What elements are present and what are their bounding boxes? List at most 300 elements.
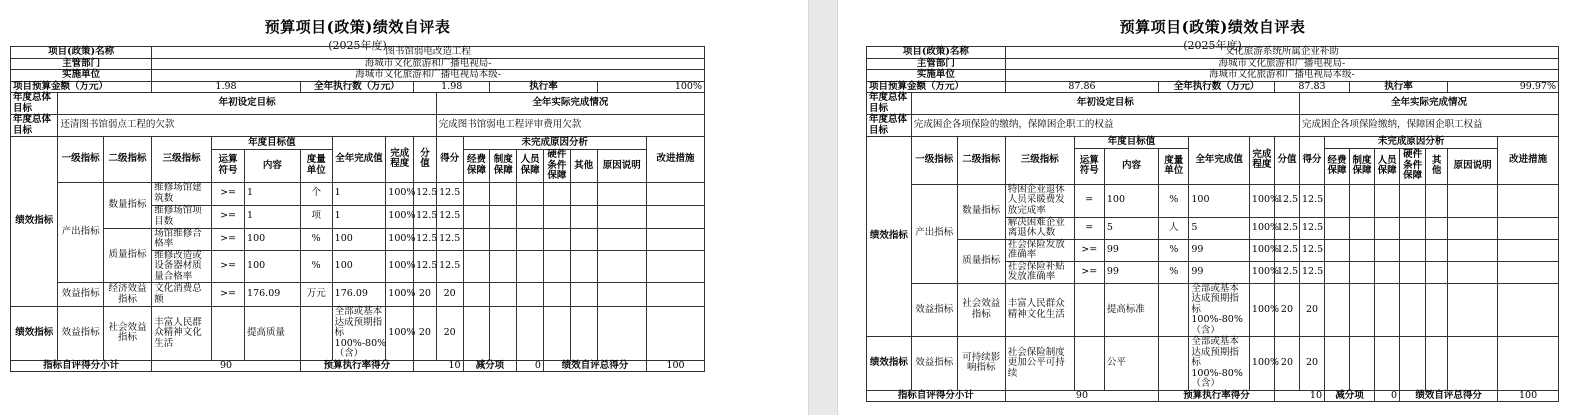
- label-annual-goal: 年度总体目标: [867, 115, 912, 137]
- value-deduct: 0: [1375, 390, 1400, 402]
- header-fund: 经费保障: [1325, 148, 1350, 184]
- empty-cell: [1350, 217, 1375, 239]
- lvl3-cell: 数量指标: [957, 184, 1005, 239]
- table-row: [867, 47, 1559, 59]
- empty-cell: [647, 228, 705, 250]
- empty-cell: [597, 307, 646, 361]
- got-cell: 12.5: [1299, 184, 1324, 217]
- empty-cell: [597, 182, 646, 205]
- empty-cell: [1498, 261, 1559, 283]
- empty-cell: [1325, 239, 1350, 261]
- empty-cell: [570, 283, 597, 307]
- header-year-done: 全年完成值: [332, 137, 386, 183]
- label-unit: 实施单位: [11, 70, 152, 82]
- lvl3-cell: 社会效益指标: [103, 307, 151, 361]
- empty-cell: [1350, 239, 1375, 261]
- table-row: [11, 47, 705, 59]
- header-op: 运算符号: [212, 150, 245, 183]
- label-perf-indicator: 绩效指标: [867, 137, 912, 337]
- value-total: 100: [647, 360, 705, 372]
- header-improve: 改进措施: [647, 137, 705, 183]
- empty-cell: [1426, 217, 1448, 239]
- score-cell: 12.5: [1274, 184, 1299, 217]
- header-explain: 原因说明: [1448, 148, 1498, 184]
- empty-cell: [1375, 239, 1400, 261]
- score-cell: 12.5: [1274, 261, 1299, 283]
- unit-cell: %: [1159, 184, 1189, 217]
- lvl3-cell: 数量指标: [103, 182, 151, 228]
- empty-cell: [490, 228, 517, 250]
- value-project-name: 图书馆弱电改造工程: [152, 47, 705, 59]
- empty-cell: [1375, 217, 1400, 239]
- table-row: [11, 228, 705, 250]
- lvl2-cell: 效益指标: [911, 283, 957, 337]
- label-perf-indicator: 绩效指标: [867, 337, 912, 391]
- value-executed: 1.98: [414, 81, 490, 93]
- header-fund: 经费保障: [463, 150, 490, 183]
- done-cell: 全部或基本达成预期指标100%-80%（含）: [332, 307, 386, 361]
- table-row: [867, 93, 1559, 115]
- label-project-name: 项目(政策)名称: [11, 47, 152, 59]
- empty-cell: [543, 283, 570, 307]
- empty-cell: [1375, 261, 1400, 283]
- empty-cell: [597, 205, 646, 228]
- form-year: (2025年度): [1183, 39, 1242, 52]
- degree-cell: 100%: [386, 228, 414, 250]
- header-explain: 原因说明: [597, 150, 646, 183]
- indicator-name: 维修场馆项目数: [152, 205, 212, 228]
- empty-cell: [543, 307, 570, 361]
- degree-cell: 100%: [1249, 184, 1274, 217]
- degree-cell: 100%: [1249, 239, 1274, 261]
- empty-cell: [463, 250, 490, 283]
- empty-cell: [1498, 184, 1559, 217]
- header-lvl3: 三级指标: [152, 137, 212, 183]
- empty-cell: [597, 250, 646, 283]
- op-cell: >=: [212, 283, 245, 307]
- done-cell: 全部或基本达成预期指标100%-80%（含）: [1189, 337, 1250, 391]
- done-cell: 99: [1189, 261, 1250, 283]
- empty-cell: [1325, 184, 1350, 217]
- header-op: 运算符号: [1074, 148, 1104, 184]
- header-content: 内容: [245, 150, 301, 183]
- table-row: [11, 58, 705, 70]
- label-deduct: 减分项: [1325, 390, 1375, 402]
- indicator-name: 社会保险发放准确率: [1005, 239, 1074, 261]
- empty-cell: [517, 205, 544, 228]
- content-cell: 99: [1104, 261, 1158, 283]
- got-cell: 12.5: [436, 250, 463, 283]
- done-cell: 5: [1189, 217, 1250, 239]
- empty-cell: [1498, 283, 1559, 337]
- value-rate: 100%: [597, 81, 704, 93]
- label-dept: 主管部门: [867, 58, 1006, 70]
- lvl2-cell: 效益指标: [58, 283, 103, 307]
- empty-cell: [1325, 261, 1350, 283]
- empty-cell: [1426, 283, 1448, 337]
- table-row: [867, 81, 1559, 93]
- value-rate: 99.97%: [1448, 81, 1559, 93]
- header-sys: 制度保障: [1350, 148, 1375, 184]
- header-sys: 制度保障: [490, 150, 517, 183]
- label-initial-goal: 年初设定目标: [58, 93, 436, 115]
- degree-cell: 100%: [386, 205, 414, 228]
- content-cell: 1: [245, 205, 301, 228]
- score-cell: 12.5: [414, 182, 437, 205]
- unit-cell: [1159, 283, 1189, 337]
- empty-cell: [463, 228, 490, 250]
- empty-cell: [490, 205, 517, 228]
- table-row: [11, 283, 705, 307]
- got-cell: 20: [436, 307, 463, 361]
- header-year-done: 全年完成值: [1189, 137, 1250, 185]
- done-cell: 100: [332, 228, 386, 250]
- value-budget: 1.98: [152, 81, 300, 93]
- indicator-name: 丰富人民群众精神文化生活: [152, 307, 212, 361]
- value-exec-score: 10: [414, 360, 463, 372]
- header-lvl2: 二级指标: [957, 137, 1005, 185]
- evaluation-table: [866, 46, 1559, 402]
- empty-cell: [1350, 261, 1375, 283]
- label-exec-score: 预算执行率得分: [1159, 390, 1275, 402]
- label-dept: 主管部门: [11, 58, 152, 70]
- table-row: [11, 307, 705, 361]
- got-cell: 12.5: [1299, 239, 1324, 261]
- header-score: 分值: [414, 137, 437, 183]
- content-cell: 5: [1104, 217, 1158, 239]
- table-row: [867, 70, 1559, 82]
- content-cell: 1: [245, 182, 301, 205]
- empty-cell: [1426, 184, 1448, 217]
- label-actual: 全年实际完成情况: [436, 93, 704, 115]
- indicator-name: 维修改造或设备器材质量合格率: [152, 250, 212, 283]
- unit-cell: %: [300, 250, 332, 283]
- lvl3-cell: 社会效益指标: [957, 283, 1005, 337]
- form-title: 预算项目(政策)绩效自评表: [264, 18, 451, 36]
- table-row: [867, 390, 1559, 402]
- content-cell: 100: [245, 250, 301, 283]
- header-hw: 硬件条件保障: [543, 150, 570, 183]
- label-rate: 执行率: [1350, 81, 1448, 93]
- score-cell: 12.5: [1274, 217, 1299, 239]
- score-cell: 12.5: [1274, 239, 1299, 261]
- header-annual-target: 年度目标值: [212, 137, 333, 150]
- degree-cell: 100%: [386, 283, 414, 307]
- empty-cell: [1350, 184, 1375, 217]
- label-deduct: 减分项: [463, 360, 517, 372]
- header-unit: 度量单位: [1159, 148, 1189, 184]
- empty-cell: [1350, 337, 1375, 391]
- got-cell: 20: [1299, 283, 1324, 337]
- empty-cell: [570, 250, 597, 283]
- empty-cell: [647, 283, 705, 307]
- empty-cell: [1448, 239, 1498, 261]
- header-improve: 改进措施: [1498, 137, 1559, 185]
- score-cell: 20: [414, 283, 437, 307]
- got-cell: 12.5: [436, 182, 463, 205]
- empty-cell: [1448, 337, 1498, 391]
- empty-cell: [1426, 239, 1448, 261]
- label-annual-goal: 年度总体目标: [11, 115, 58, 137]
- table-row: [867, 115, 1559, 137]
- lvl3-cell: 经济效益指标: [103, 283, 151, 307]
- label-project-name: 项目(政策)名称: [867, 47, 1006, 59]
- empty-cell: [1375, 283, 1400, 337]
- value-unit: 海城市文化旅游和广播电视局本级-: [1005, 70, 1558, 82]
- op-cell: >=: [1074, 261, 1104, 283]
- done-cell: 1: [332, 182, 386, 205]
- content-cell: 提高质量: [245, 307, 301, 361]
- header-reason: 未完成原因分析: [1325, 137, 1498, 149]
- indicator-name: 特困企业退休人员采暖费发放完成率: [1005, 184, 1074, 217]
- got-cell: 12.5: [436, 228, 463, 250]
- lvl3-cell: 可持续影响指标: [957, 337, 1005, 391]
- header-other: 其他: [1426, 148, 1448, 184]
- empty-cell: [517, 250, 544, 283]
- empty-cell: [1400, 184, 1426, 217]
- unit-cell: 人: [1159, 217, 1189, 239]
- unit-cell: %: [300, 228, 332, 250]
- label-sum: 指标自评得分小计: [11, 360, 152, 372]
- op-cell: [1074, 283, 1104, 337]
- value-project-name: 文化旅游系统所属企业补助: [1005, 47, 1558, 59]
- value-budget: 87.86: [1005, 81, 1158, 93]
- table-row: [867, 137, 1559, 149]
- score-cell: 12.5: [414, 228, 437, 250]
- value-actual: 完成困企各项保险缴纳，保障困企职工权益: [1299, 115, 1558, 137]
- value-actual: 完成图书馆弱电工程评审费用欠款: [436, 115, 704, 137]
- empty-cell: [1325, 283, 1350, 337]
- header-annual-target: 年度目标值: [1074, 137, 1189, 149]
- empty-cell: [1325, 217, 1350, 239]
- lvl2-cell: 产出指标: [911, 184, 957, 283]
- empty-cell: [1350, 283, 1375, 337]
- label-initial-goal: 年初设定目标: [911, 93, 1299, 115]
- label-actual: 全年实际完成情况: [1299, 93, 1558, 115]
- indicator-name: 社会保险补贴发放准确率: [1005, 261, 1074, 283]
- header-unit: 度量单位: [300, 150, 332, 183]
- header-other: 其他: [570, 150, 597, 183]
- got-cell: 20: [436, 283, 463, 307]
- empty-cell: [1426, 337, 1448, 391]
- indicator-name: 社会保险制度更加公平可持续: [1005, 337, 1074, 391]
- degree-cell: 100%: [1249, 283, 1274, 337]
- header-got: 得分: [436, 137, 463, 183]
- empty-cell: [647, 182, 705, 205]
- lvl2-cell: 效益指标: [58, 307, 103, 361]
- value-deduct: 0: [517, 360, 544, 372]
- op-cell: [1074, 337, 1104, 391]
- empty-cell: [1325, 337, 1350, 391]
- label-perf-indicator: 绩效指标: [11, 307, 58, 361]
- empty-cell: [1426, 261, 1448, 283]
- op-cell: >=: [212, 182, 245, 205]
- empty-cell: [1375, 337, 1400, 391]
- header-score: 分值: [1274, 137, 1299, 185]
- table-row: [11, 70, 705, 82]
- value-total: 100: [1498, 390, 1559, 402]
- lvl2-cell: 产出指标: [58, 182, 103, 283]
- unit-cell: %: [1159, 239, 1189, 261]
- unit-cell: 个: [300, 182, 332, 205]
- value-sum: 90: [1005, 390, 1158, 402]
- table-row: [11, 81, 705, 93]
- content-cell: 公平: [1104, 337, 1158, 391]
- content-cell: 99: [1104, 239, 1158, 261]
- table-row: [11, 115, 705, 137]
- empty-cell: [1375, 184, 1400, 217]
- degree-cell: 100%: [386, 182, 414, 205]
- empty-cell: [463, 283, 490, 307]
- label-rate: 执行率: [490, 81, 597, 93]
- value-unit: 海城市文化旅游和广播电视局本级-: [152, 70, 705, 82]
- op-cell: [212, 307, 245, 361]
- degree-cell: 100%: [386, 307, 414, 361]
- score-cell: 20: [414, 307, 437, 361]
- header-reason: 未完成原因分析: [463, 137, 646, 150]
- lvl2-cell: 效益指标: [911, 337, 957, 391]
- score-cell: 12.5: [414, 250, 437, 283]
- degree-cell: 100%: [386, 250, 414, 283]
- op-cell: >=: [212, 205, 245, 228]
- page-gutter: [808, 0, 838, 415]
- empty-cell: [570, 182, 597, 205]
- label-unit: 实施单位: [867, 70, 1006, 82]
- indicator-name: 维修场馆建筑数: [152, 182, 212, 205]
- empty-cell: [490, 307, 517, 361]
- empty-cell: [647, 205, 705, 228]
- lvl3-cell: 质量指标: [103, 228, 151, 283]
- empty-cell: [1448, 283, 1498, 337]
- empty-cell: [570, 228, 597, 250]
- score-cell: 20: [1274, 283, 1299, 337]
- table-row: [867, 58, 1559, 70]
- empty-cell: [490, 182, 517, 205]
- unit-cell: 项: [300, 205, 332, 228]
- label-annual-goal: 年度总体目标: [867, 93, 912, 115]
- evaluation-table: [10, 46, 705, 372]
- table-row: [867, 283, 1559, 337]
- empty-cell: [1400, 261, 1426, 283]
- empty-cell: [543, 228, 570, 250]
- unit-cell: %: [1159, 261, 1189, 283]
- done-cell: 全部或基本达成预期指标100%-80%（含）: [1189, 283, 1250, 337]
- label-annual-goal: 年度总体目标: [11, 93, 58, 115]
- label-budget: 项目预算金额（万元）: [867, 81, 1006, 93]
- done-cell: 100: [332, 250, 386, 283]
- empty-cell: [597, 283, 646, 307]
- value-goal: 完成困企各项保险的缴纳，保障困企职工的权益: [911, 115, 1299, 137]
- empty-cell: [1498, 239, 1559, 261]
- value-exec-score: 10: [1274, 390, 1324, 402]
- indicator-name: 解决困难企业离退休人数: [1005, 217, 1074, 239]
- header-degree: 完成程度: [386, 137, 414, 183]
- done-cell: 100: [1189, 184, 1250, 217]
- header-lvl3: 三级指标: [1005, 137, 1074, 185]
- label-total: 绩效自评总得分: [543, 360, 646, 372]
- table-row: [867, 239, 1559, 261]
- content-cell: 提高标准: [1104, 283, 1158, 337]
- score-cell: 20: [1274, 337, 1299, 391]
- op-cell: >=: [212, 228, 245, 250]
- empty-cell: [1400, 283, 1426, 337]
- table-row: [11, 182, 705, 205]
- table-row: [867, 337, 1559, 391]
- value-sum: 90: [152, 360, 300, 372]
- empty-cell: [1498, 217, 1559, 239]
- empty-cell: [597, 228, 646, 250]
- table-row: [867, 184, 1559, 217]
- label-sum: 指标自评得分小计: [867, 390, 1006, 402]
- label-exec-score: 预算执行率得分: [300, 360, 413, 372]
- got-cell: 12.5: [436, 205, 463, 228]
- empty-cell: [647, 250, 705, 283]
- op-cell: >=: [1074, 239, 1104, 261]
- empty-cell: [543, 182, 570, 205]
- indicator-name: 丰富人民群众精神文化生活: [1005, 283, 1074, 337]
- empty-cell: [1448, 217, 1498, 239]
- label-total: 绩效自评总得分: [1400, 390, 1498, 402]
- empty-cell: [1400, 337, 1426, 391]
- form-title: 预算项目(政策)绩效自评表: [1119, 18, 1306, 36]
- empty-cell: [543, 205, 570, 228]
- degree-cell: 100%: [1249, 217, 1274, 239]
- empty-cell: [490, 250, 517, 283]
- header-staff: 人员保障: [517, 150, 544, 183]
- op-cell: =: [1074, 217, 1104, 239]
- empty-cell: [463, 205, 490, 228]
- content-cell: 100: [1104, 184, 1158, 217]
- indicator-name: 文化消费总额: [152, 283, 212, 307]
- op-cell: =: [1074, 184, 1104, 217]
- header-lvl1: 一级指标: [911, 137, 957, 185]
- label-executed: 全年执行数（万元）: [1159, 81, 1275, 93]
- value-goal: 还清图书馆弱点工程的欠款: [58, 115, 436, 137]
- unit-cell: [1159, 337, 1189, 391]
- empty-cell: [1400, 217, 1426, 239]
- header-lvl2: 二级指标: [103, 137, 151, 183]
- header-content: 内容: [1104, 148, 1158, 184]
- op-cell: >=: [212, 250, 245, 283]
- indicator-name: 场馆维修合格率: [152, 228, 212, 250]
- empty-cell: [1448, 184, 1498, 217]
- header-staff: 人员保障: [1375, 148, 1400, 184]
- empty-cell: [543, 250, 570, 283]
- empty-cell: [1448, 261, 1498, 283]
- done-cell: 176.09: [332, 283, 386, 307]
- content-cell: 176.09: [245, 283, 301, 307]
- form-year: (2025年度): [328, 39, 387, 52]
- got-cell: 12.5: [1299, 261, 1324, 283]
- table-row: [11, 137, 705, 150]
- header-degree: 完成程度: [1249, 137, 1274, 185]
- unit-cell: 万元: [300, 283, 332, 307]
- got-cell: 20: [1299, 337, 1324, 391]
- value-executed: 87.83: [1274, 81, 1349, 93]
- content-cell: 100: [245, 228, 301, 250]
- document-page-right: [838, 0, 1570, 415]
- table-row: [11, 93, 705, 115]
- degree-cell: 100%: [1249, 337, 1274, 391]
- lvl3-cell: 质量指标: [957, 239, 1005, 283]
- empty-cell: [517, 283, 544, 307]
- table-row: [11, 360, 705, 372]
- empty-cell: [463, 307, 490, 361]
- header-lvl1: 一级指标: [58, 137, 103, 183]
- label-perf-indicator: 绩效指标: [11, 137, 58, 307]
- empty-cell: [647, 307, 705, 361]
- got-cell: 12.5: [1299, 217, 1324, 239]
